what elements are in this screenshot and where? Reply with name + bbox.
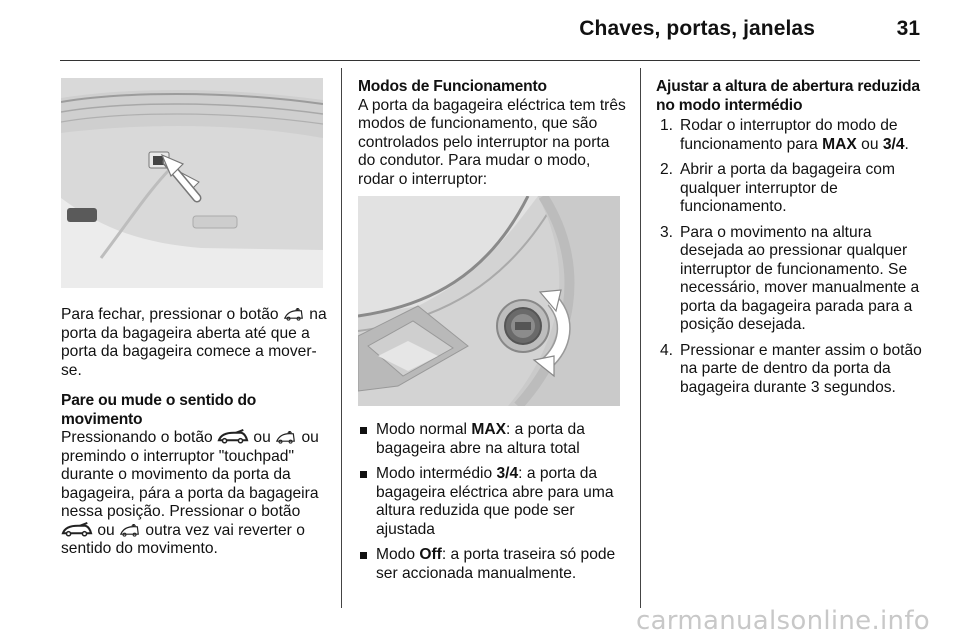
mode-name: 3/4 xyxy=(882,135,905,153)
bullet-marker xyxy=(360,552,367,559)
mode-description: : a porta traseira só pode ser accionada manualmente. xyxy=(376,546,616,582)
bullet-marker xyxy=(360,427,367,434)
modes-list xyxy=(358,421,630,583)
stop-text-e: outra vez vai reverter o sentido do movimento. xyxy=(61,521,305,557)
stop-text-a: Pressionando o botão xyxy=(61,429,213,446)
mode-text: Modo xyxy=(376,546,420,563)
mode-text: Modo intermédio xyxy=(376,465,497,482)
step-text: Pressionar e manter assim o botão na parte de dentro da porta da bagageira durante 3 segundos. xyxy=(680,341,922,396)
list-item xyxy=(656,342,928,398)
open-tailgate-icon xyxy=(217,429,249,444)
list-item xyxy=(656,161,928,217)
close-tailgate-icon xyxy=(119,524,141,537)
step-number: 2. xyxy=(660,161,674,178)
page-number: 31 xyxy=(896,17,920,40)
mode-name: MAX xyxy=(471,421,506,438)
mode-description: : a porta da bagageira abre na altura total xyxy=(376,421,585,457)
column-divider-2 xyxy=(640,68,641,608)
stop-text-b: ou xyxy=(253,429,271,446)
open-tailgate-icon xyxy=(61,522,93,537)
tailgate-button-illustration xyxy=(61,78,323,288)
step-text: Abrir a porta da bagageira com qualquer interruptor de funcionamento. xyxy=(680,161,895,215)
list-item xyxy=(656,117,928,154)
step-text: ou xyxy=(856,135,883,153)
list-item xyxy=(358,465,630,539)
close-instructions xyxy=(61,306,331,380)
watermark: carmanualsonline.info xyxy=(635,606,930,636)
mode-name: Off xyxy=(419,546,442,563)
left-column-text xyxy=(61,306,331,559)
close-instructions-post: na porta da bagageira aberta até que a porta da bagageira comece a mover-se. xyxy=(61,306,327,379)
step-text: Rodar o interruptor do modo de funcionamento para xyxy=(680,117,898,153)
mode-text: Modo normal xyxy=(376,421,472,438)
header-rule xyxy=(60,60,920,61)
list-item xyxy=(358,421,630,458)
step-number: 1. xyxy=(660,117,674,134)
step-number: 3. xyxy=(660,223,674,241)
adjust-steps-list xyxy=(656,117,928,397)
mode-name: MAX xyxy=(822,135,857,153)
mode-name: 3/4 xyxy=(496,465,519,482)
close-tailgate-icon xyxy=(283,308,305,321)
section-heading-modes: Modos de Funcionamento xyxy=(358,78,547,95)
close-tailgate-icon xyxy=(275,431,297,444)
step-number: 4. xyxy=(660,341,674,359)
stop-text-c: ou premindo o interruptor "touchpad" durante o movimento da porta da bagageira, pára a porta da bagageira nessa posição. Pressionar o botão xyxy=(61,429,319,520)
column-divider-1 xyxy=(341,68,342,608)
right-column-text xyxy=(656,78,928,404)
mode-description: : a porta da bagageira eléctrica abre para uma altura reduzida que pode ser ajustada xyxy=(376,465,614,538)
modes-intro: A porta da bagageira eléctrica tem três modos de funcionamento, que são controlados pelo interruptor na porta do condutor. Para mudar o modo, rodar o interruptor: xyxy=(358,96,626,188)
stop-reverse-paragraph xyxy=(61,429,331,559)
section-heading-stop: Pare ou mude o sentido do movimento xyxy=(61,392,257,428)
bullet-marker xyxy=(360,471,367,478)
stop-text-d: ou xyxy=(97,521,115,539)
step-text: Para o movimento na altura desejada ao pressionar qualquer interruptor de funcionamento. Se necessário, mover manualmente a porta da bagageira parada para a posição desejada. xyxy=(680,223,920,333)
page-title: Chaves, portas, janelas xyxy=(579,17,815,40)
close-instructions-pre: Para fechar, pressionar o botão xyxy=(61,306,279,323)
list-item xyxy=(656,224,928,335)
list-item xyxy=(358,546,630,583)
modes-list-wrapper xyxy=(358,421,630,590)
mode-switch-illustration xyxy=(358,196,620,406)
middle-column-text xyxy=(358,78,628,189)
step-text: . xyxy=(904,135,909,153)
section-heading-adjust: Ajustar a altura de abertura reduzida no modo intermédio xyxy=(656,78,920,114)
